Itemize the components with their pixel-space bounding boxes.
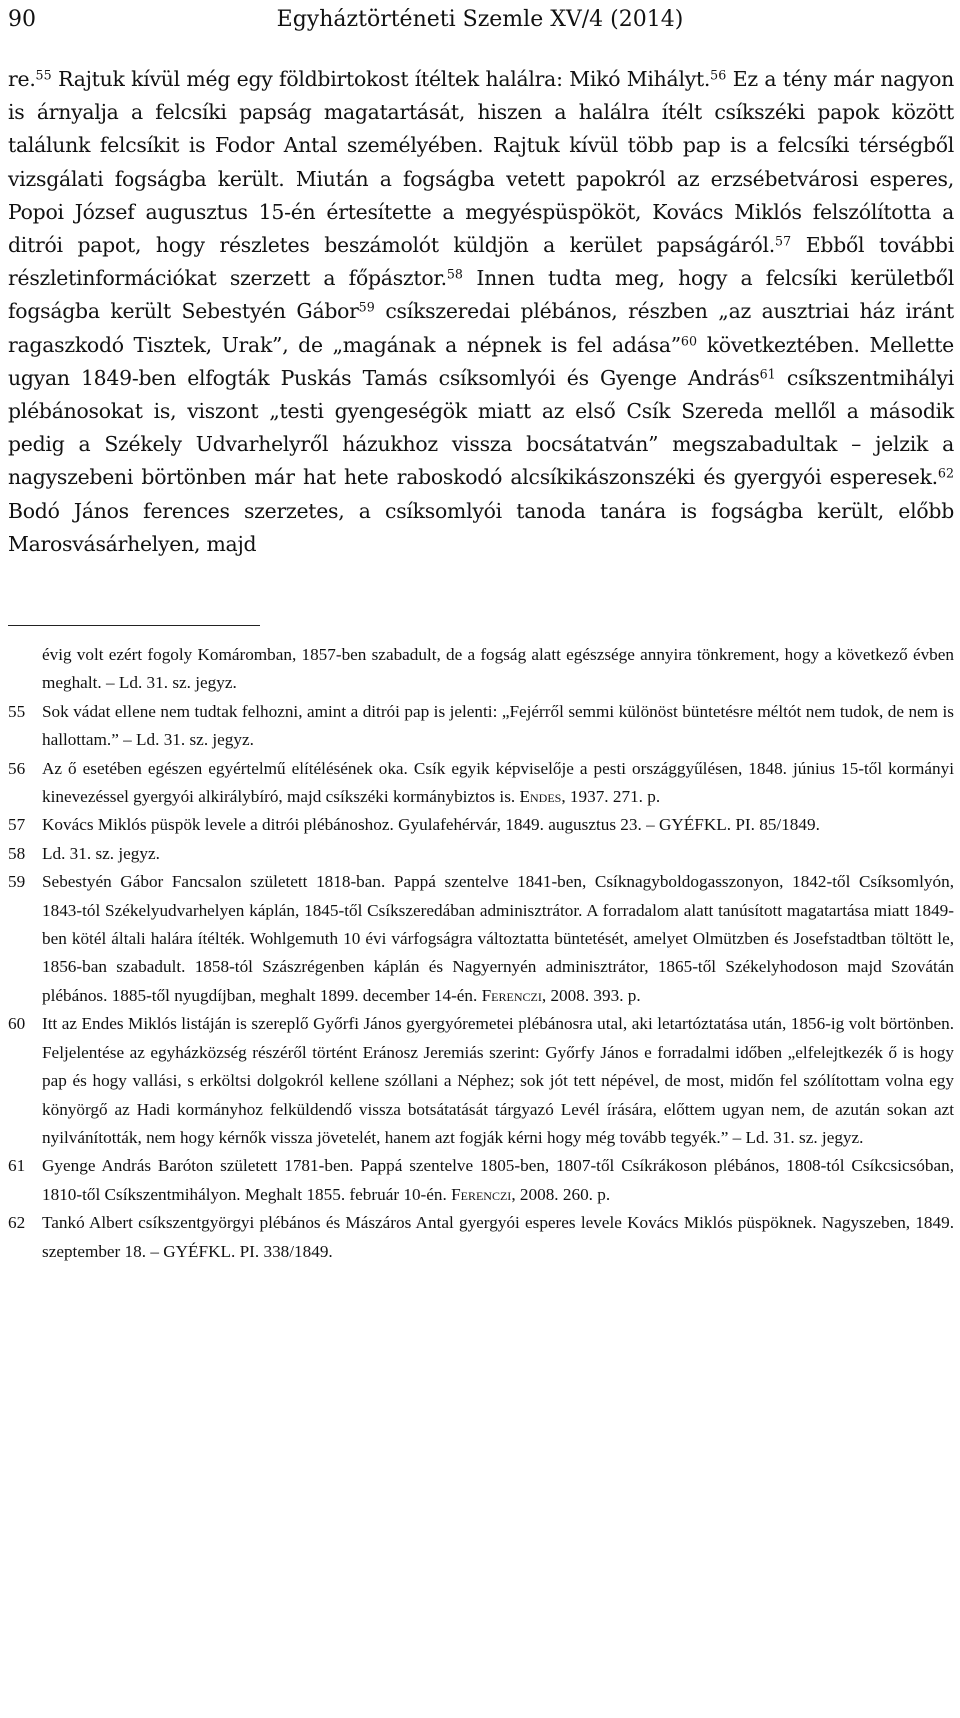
footnote-separator xyxy=(8,625,260,626)
footnote-text: Itt az Endes Miklós listáján is szereplő Győrfi János gyergyóremetei plébánosra utal, aki letartóztatása után, 1856-ig volt börtönben. Feljelentése az egyházközség részéről történt Eránosz Jeremiás szerint: Győrfy János e forradalmi időben „elfelejtkezék ő is hogy pap és hogy vallási, s erköltsi dolgokról kellene szóllani a Néphez; sok jót tett népével, de most, midőn fel szólítottam volna egy könyörgő az Hadi kormányhoz felküldendő vissza botsátatását tárgyazó Levél írására, előttem ugyan nem, de azután sokan azt nyilvánították, nem hogy kérnők vissza jövetelét, hanem azt fogják kérni hogy még tovább tegyék.” – Ld. 31. sz. jegyz. xyxy=(42,1014,954,1147)
footnote-text: évig volt ezért fogoly Komáromban, 1857-ben szabadult, de a fogság alatt egészsége annyira tönkrement, hogy a következő évben meghalt. – Ld. 31. sz. jegyz. xyxy=(42,645,954,693)
text-run: következtében. Mellette ugyan 1849-ben elfogták Puskás Tamás csíksomlyói és Gyenge András xyxy=(8,332,954,390)
footnote-text: Az ő esetében egészen egyértelmű elítélésének oka. Csík egyik képviselője a pesti országgyűlésen, 1848. június 15-től kormányi kinevezéssel gyergyói alkirálybíró, majd csíkszéki kormánybiztos is. xyxy=(42,758,954,807)
cited-author: Endes xyxy=(519,787,562,807)
footnote-ref-61[interactable]: 61 xyxy=(759,366,776,382)
footnote-number: 58 xyxy=(8,843,26,863)
footnote-text: Gyenge András Baróton született 1781-ben. Pappá szentelve 1805-ben, 1807-től Csíkrákoson plébános, 1808-tól Csíkcsicsóban, 1810-től Csíkszentmihályon. Meghalt 1855. február 10-én. xyxy=(42,1156,954,1204)
footnote-number: 59 xyxy=(8,872,26,892)
footnotes xyxy=(8,641,954,1266)
text-run: Innen tudta meg, hogy a felcsíki kerületből fogságba került Sebestyén Gábor xyxy=(8,266,954,324)
footnote-61 xyxy=(8,1152,954,1209)
footnote-55 xyxy=(8,698,954,755)
text-run: csíkszeredai plébános, részben „az ausztriai ház iránt ragaszkodó Tisztek, Urak”, de „magának a népnek is fel adása” xyxy=(8,299,954,357)
footnote-57 xyxy=(8,811,954,839)
footnote-ref-56[interactable]: 56 xyxy=(710,67,727,83)
footnote-text: Sebestyén Gábor Fancsalon született 1818-ban. Pappá szentelve 1841-ben, Csíknagyboldogasszonyon, 1842-től Csíksomlyón, 1843-tól Székelyudvarhelyen káplán, 1845-től Csíkszeredában adminisztrátor. A forradalom alatt tanúsított magatartása miatt 1849-ben kötél általi halára ítélték. Wohlgemuth 10 évi várfogságra változtatta büntetését, amelyet Olmützben és Josefstadtban töltött le, 1856-ban szabadult. 1858-tól Szászrégenben káplán és Nagyernyén adminisztrátor, 1865-től Székelyhodoson majd Szovátán plébános. 1885-től nyugdíjban, meghalt 1899. december 14-én. xyxy=(42,872,954,1005)
footnote-text: Tankó Albert csíkszentgyörgyi plébános és Mászáros Antal gyergyói esperes levele Kovács Miklós püspöknek. Nagyszeben, 1849. szeptember 18. – GYÉFKL. PI. 338/1849. xyxy=(42,1213,954,1261)
footnote-text: , 2008. 260. p. xyxy=(511,1184,611,1204)
text-run: Ebből további részletinformációkat szerzett a főpásztor. xyxy=(8,233,954,291)
footnote-ref-59[interactable]: 59 xyxy=(358,300,375,316)
footnote-59 xyxy=(8,868,954,1010)
page-header xyxy=(8,2,952,38)
footnote-ref-62[interactable]: 62 xyxy=(937,466,954,482)
footnote-text: Sok vádat ellene nem tudtak felhozni, amint a ditrói pap is jelenti: „Fejérről semmi különöst büntetésre méltót nem tudok, de nem is hallottam.” – Ld. 31. sz. jegyz. xyxy=(42,701,954,750)
running-title: Egyháztörténeti Szemle XV/4 (2014) xyxy=(276,7,684,32)
text-run: Ez a tény már nagyon is árnyalja a felcsíki papság magatartását, hiszen a halálra ítélt csíkszéki papok között találunk felcsíkit is Fodor Antal személyében. Rajtuk kívül több pap is a felcsíki térségből vizsgálati fogságba került. Miután a fogságba vetett papokról az erzsébetvárosi esperes, Popoi József augusztus 15-én értesítette a megyéspüspököt, Kovács Miklós felszólította a ditrói papot, hogy részletes beszámolót küldjön a kerület papságáról. xyxy=(8,67,954,258)
footnote-number: 56 xyxy=(8,758,26,778)
main-paragraph xyxy=(8,63,954,561)
page-number: 90 xyxy=(8,7,36,32)
text-run: re. xyxy=(8,67,36,91)
footnote-text: , 1937. 271. p. xyxy=(561,787,661,807)
footnote-number: 55 xyxy=(8,701,26,721)
footnote-56 xyxy=(8,755,954,812)
footnote-number: 62 xyxy=(8,1213,26,1233)
cited-author: Ferenczi xyxy=(481,985,542,1005)
footnote-58 xyxy=(8,840,954,868)
text-run: Bodó János ferences szerzetes, a csíksomlyói tanoda tanára is fogságba került, előbb Marosvásárhelyen, majd xyxy=(8,498,954,556)
footnote-60 xyxy=(8,1010,954,1152)
footnote-continuation xyxy=(8,641,954,698)
text-run: Rajtuk kívül még egy földbirtokost ítéltek halálra: Mikó Mihályt. xyxy=(51,67,711,91)
footnote-ref-55[interactable]: 55 xyxy=(35,67,52,83)
footnote-text: Kovács Miklós püspök levele a ditrói plébánoshoz. Gyulafehérvár, 1849. augusztus 23. – GYÉFKL. PI. 85/1849. xyxy=(42,815,820,835)
footnote-text: , 2008. 393. p. xyxy=(541,985,641,1005)
footnote-text: Ld. 31. sz. jegyz. xyxy=(42,843,160,863)
footnote-62 xyxy=(8,1209,954,1266)
footnote-ref-58[interactable]: 58 xyxy=(446,266,463,282)
footnote-number: 61 xyxy=(8,1156,26,1176)
text-run: csíkszentmihályi plébánosokat is, viszont „testi gyengeségök miatt az első Csík Szereda mellől a második pedig a Székely Udvarhelyről házukhoz vissza bocsátatván” megszabadultak – jelzik a nagyszebeni börtönben már hat hete raboskodó alcsíkikászonszéki és gyergyói esperesek. xyxy=(8,365,954,490)
cited-author: Ferenczi xyxy=(451,1184,512,1204)
footnote-number: 57 xyxy=(8,815,26,835)
footnote-ref-60[interactable]: 60 xyxy=(680,333,697,349)
footnote-number: 60 xyxy=(8,1014,26,1034)
footnote-ref-57[interactable]: 57 xyxy=(775,233,792,249)
